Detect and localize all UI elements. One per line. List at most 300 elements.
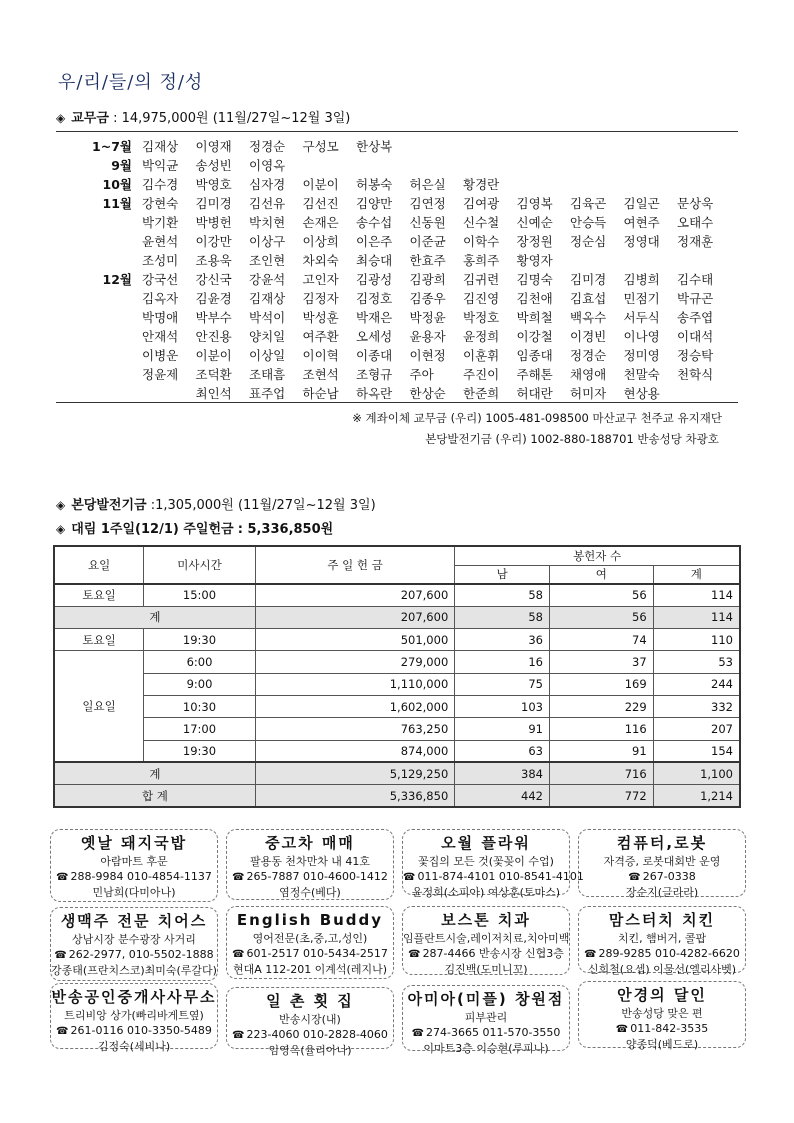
- table-row: [54, 718, 740, 740]
- cell-amount: 763,250: [255, 718, 454, 740]
- donor-name: 김정자: [302, 291, 339, 306]
- donor-name: 김육곤: [570, 196, 607, 211]
- donor-name: 김선유: [249, 196, 286, 211]
- donor-name: 양치일: [249, 329, 286, 344]
- donor-row: [90, 270, 740, 289]
- donor-name: 박익균: [142, 158, 179, 173]
- donor-name: 임종대: [516, 348, 553, 363]
- donor-name: 구성모: [302, 139, 339, 154]
- ad-title: 안경의 달인: [617, 986, 707, 1004]
- tithe-label: 교무금: [71, 111, 109, 126]
- ad-phone: [403, 1025, 569, 1041]
- donor-name: 조덕환: [195, 367, 232, 382]
- donor-name: 송주엽: [677, 310, 714, 325]
- cell-total: 332: [653, 695, 740, 717]
- ad-description: 영어전문(초,중,고,성인): [252, 932, 368, 945]
- ad-contact: 윤정희(소피아) 여상훈(토마스): [411, 886, 561, 899]
- ad-phone: [227, 1027, 393, 1043]
- cell-male: 58: [455, 584, 550, 606]
- donor-name: 강신국: [195, 272, 232, 287]
- ad-contact: 염정수(베다): [279, 886, 341, 899]
- divider: [56, 131, 738, 132]
- donor-name: 박명애: [142, 310, 179, 325]
- header-attendance: 봉헌자 수: [455, 546, 740, 565]
- cell-male: 103: [455, 695, 550, 717]
- donor-name: 김여광: [463, 196, 500, 211]
- donor-name: 이영옥: [249, 158, 286, 173]
- table-row: [54, 629, 740, 651]
- donor-row: [90, 251, 740, 270]
- cell-male: 63: [455, 740, 550, 762]
- phone-icon: ☎: [628, 872, 641, 883]
- ad-phone: [579, 869, 745, 885]
- donor-name: 김광희: [409, 272, 446, 287]
- ad-phone-number: 265-7887 010-4600-1412: [246, 870, 388, 883]
- donor-row: [90, 213, 740, 232]
- ad-phone-number: 267-0338: [642, 870, 696, 883]
- donor-name: 한상복: [356, 139, 393, 154]
- cell-amount: 279,000: [255, 651, 454, 673]
- cell-male: 91: [455, 718, 550, 740]
- donor-name: 오세성: [356, 329, 393, 344]
- donor-month: [90, 289, 142, 308]
- ad-description: 트리비앙 상가(빠리바게트옆): [64, 1009, 204, 1022]
- ad-title: 일 촌 횟 집: [266, 992, 354, 1010]
- ad-title: 컴퓨터,로봇: [616, 834, 708, 852]
- cell-total: 114: [653, 584, 740, 606]
- donor-name: 현상용: [623, 386, 660, 401]
- donor-name: 민점기: [623, 291, 660, 306]
- donor-name: 김일곤: [623, 196, 660, 211]
- ad-phone-number: 289-9285 010-4282-6620: [598, 947, 740, 960]
- donor-name: 조현석: [302, 367, 339, 382]
- cell-amount: 1,110,000: [255, 673, 454, 695]
- donor-name: 최인석: [195, 386, 232, 401]
- sunday-offering-heading: [56, 518, 333, 537]
- phone-icon: ☎: [403, 872, 416, 883]
- ad-description: 피부관리: [464, 1011, 508, 1024]
- donor-name: 송수섭: [356, 215, 393, 230]
- donor-name: 이강철: [516, 329, 553, 344]
- ad-title: 반송공인중개사사무소: [51, 988, 217, 1006]
- donor-name: 박영호: [195, 177, 232, 192]
- ad-card: [50, 829, 218, 902]
- ad-contact: 현대A 112-201 이계석(레지나): [232, 963, 388, 976]
- donor-row: [90, 327, 740, 346]
- ad-contact: 김정숙(세비나): [97, 1040, 171, 1053]
- donor-name: 윤정희: [463, 329, 500, 344]
- subtotal-row: [54, 606, 740, 628]
- cell-female: 716: [549, 762, 653, 784]
- donor-name: 박규곤: [677, 291, 714, 306]
- donor-name: 김재상: [249, 291, 286, 306]
- ad-phone: [51, 869, 217, 885]
- donor-name: 허미자: [570, 386, 607, 401]
- donor-name: 채영애: [570, 367, 607, 382]
- cell-female: 116: [549, 718, 653, 740]
- donor-month: [90, 308, 142, 327]
- donor-name: 박기환: [142, 215, 179, 230]
- bank-accounts: [352, 408, 722, 450]
- ad-card: [402, 906, 570, 975]
- ad-phone-number: 261-0116 010-3350-5489: [70, 1024, 212, 1037]
- donor-name: 이강만: [195, 234, 232, 249]
- donor-name: 손재은: [302, 215, 339, 230]
- donor-name: 김미경: [195, 196, 232, 211]
- donor-name: 이경빈: [570, 329, 607, 344]
- ad-phone-number: 601-2517 010-5434-2517: [246, 947, 388, 960]
- cell-time: 17:00: [144, 718, 256, 740]
- phone-icon: ☎: [584, 949, 597, 960]
- cell-time: 19:30: [144, 629, 256, 651]
- ad-phone: [403, 869, 584, 885]
- cell-female: 56: [549, 584, 653, 606]
- donor-name: 김옥자: [142, 291, 179, 306]
- donor-name: 정미영: [623, 348, 660, 363]
- page-title: 우/리/들/의 정/성: [58, 72, 204, 93]
- phone-icon: ☎: [232, 872, 245, 883]
- donor-name: 김종우: [409, 291, 446, 306]
- donor-name: 김정호: [356, 291, 393, 306]
- donor-name: 하순남: [302, 386, 339, 401]
- donor-name: 김선진: [302, 196, 339, 211]
- ad-card: [50, 907, 218, 981]
- donor-name: 천학식: [677, 367, 714, 382]
- ad-card: [402, 829, 584, 899]
- donor-name: 김수태: [677, 272, 714, 287]
- header-male: 남: [455, 565, 550, 584]
- sunday-offering-summary: : 5,336,850원: [237, 522, 334, 537]
- donor-name: 주진이: [463, 367, 500, 382]
- cell-male: 58: [455, 606, 550, 628]
- donor-name: 한효주: [409, 253, 446, 268]
- phone-icon: ☎: [54, 950, 67, 961]
- donor-name: 이종대: [356, 348, 393, 363]
- ad-title: 보스톤 치과: [441, 911, 531, 929]
- donor-name: 조태흠: [249, 367, 286, 382]
- donor-name: 조인현: [249, 253, 286, 268]
- development-fund-label: 본당발전기금: [71, 498, 147, 513]
- donor-name: 이현정: [409, 348, 446, 363]
- sunday-offering-label: 대림 1주일(12/1) 주일헌금: [71, 522, 234, 537]
- ad-card: [226, 829, 394, 900]
- donor-name: 송성빈: [195, 158, 232, 173]
- donor-name: 정재훈: [677, 234, 714, 249]
- donor-name: 안재석: [142, 329, 179, 344]
- ad-phone: [227, 869, 393, 885]
- donor-name: 주아: [409, 367, 434, 382]
- donor-name: 김재상: [142, 139, 179, 154]
- donor-name: 이나영: [623, 329, 660, 344]
- donor-name: 이병운: [142, 348, 179, 363]
- phone-icon: ☎: [411, 1028, 425, 1039]
- cell-time: 6:00: [144, 651, 256, 673]
- subtotal-row: [54, 762, 740, 784]
- cell-amount: 1,602,000: [255, 695, 454, 717]
- donor-name: 김윤경: [195, 291, 232, 306]
- header-day: 요일: [54, 546, 144, 584]
- cell-label: 계: [54, 762, 255, 784]
- donor-month: [90, 213, 142, 232]
- donor-name: 이학수: [463, 234, 500, 249]
- donor-name: 정순심: [570, 234, 607, 249]
- cell-label: 합 계: [54, 785, 255, 807]
- phone-icon: ☎: [232, 1030, 245, 1041]
- donor-month: [90, 365, 142, 384]
- ad-phone-number: 287-4466 반송시장 신협3층: [422, 947, 564, 960]
- ad-contact: 이마트3층 이승현(루피나): [423, 1042, 549, 1055]
- ad-description: 꽃집의 모든 것(꽃꽂이 수업): [418, 855, 554, 868]
- ad-contact: 김진백(도미니꼬): [444, 963, 528, 976]
- cell-total: 154: [653, 740, 740, 762]
- phone-icon: ☎: [408, 949, 421, 960]
- donor-row: [90, 308, 740, 327]
- ad-title: English Buddy: [236, 911, 384, 929]
- account-line-tithe: ※ 계좌이체 교무금 (우리) 1005-481-098500 마산교구 천주교 유지재단: [352, 411, 722, 425]
- cell-male: 75: [455, 673, 550, 695]
- ad-title: 아미아(미플) 창원점: [407, 990, 565, 1008]
- cell-female: 74: [549, 629, 653, 651]
- ad-contact: 장순지(글라라): [625, 886, 699, 899]
- donor-name: 이이혁: [302, 348, 339, 363]
- tithe-summary: : 14,975,000원 (11월/27일~12월 3일): [113, 111, 351, 126]
- cell-male: 16: [455, 651, 550, 673]
- ad-card: [226, 906, 394, 979]
- ad-card: [578, 829, 746, 897]
- cell-time: 15:00: [144, 584, 256, 606]
- ad-card: [578, 981, 746, 1051]
- donor-row: [90, 289, 740, 308]
- donor-row: [90, 137, 740, 156]
- donor-name: 박석이: [249, 310, 286, 325]
- ad-description: 팔용동 천차만차 내 41호: [249, 855, 371, 868]
- cell-label: 계: [54, 606, 255, 628]
- ad-title: 맘스터치 치킨: [608, 911, 716, 929]
- donor-month: [90, 327, 142, 346]
- phone-icon: ☎: [56, 872, 69, 883]
- ad-phone: [51, 1023, 217, 1039]
- cell-time: 10:30: [144, 695, 256, 717]
- donor-name: 강윤석: [249, 272, 286, 287]
- ad-description: 반송시장(내): [279, 1013, 341, 1026]
- donor-name: 홍희주: [463, 253, 500, 268]
- donor-name: 차외숙: [302, 253, 339, 268]
- ad-description: 반송성당 맞은 편: [621, 1007, 703, 1020]
- cell-female: 37: [549, 651, 653, 673]
- donor-month: 11월: [102, 196, 132, 211]
- cell-day: 토요일: [54, 584, 144, 606]
- donor-name: 강국선: [142, 272, 179, 287]
- donor-name: 허봉숙: [356, 177, 393, 192]
- ad-card: [402, 985, 570, 1055]
- donor-name: 김미경: [570, 272, 607, 287]
- donor-name: 이분이: [302, 177, 339, 192]
- donor-month: [90, 346, 142, 365]
- offering-table: [53, 545, 741, 808]
- cell-total: 244: [653, 673, 740, 695]
- donor-name: 김양만: [356, 196, 393, 211]
- cell-male: 442: [455, 785, 550, 807]
- donor-name: 김영복: [516, 196, 553, 211]
- donor-month: 9월: [111, 158, 132, 173]
- ad-contact: 임영옥(율리아나): [268, 1044, 352, 1057]
- donor-month: [90, 232, 142, 251]
- donor-name: 윤현석: [142, 234, 179, 249]
- donor-name: 안진용: [195, 329, 232, 344]
- donor-name: 이은주: [356, 234, 393, 249]
- grand-total-row: [54, 785, 740, 807]
- donor-name: 정경순: [249, 139, 286, 154]
- header-offering: 주 일 헌 금: [255, 546, 454, 584]
- donor-name: [142, 384, 196, 403]
- donor-name: 여현주: [623, 215, 660, 230]
- ad-contact: 신희철(요셉) 이물선(엘리사벳): [587, 963, 737, 976]
- cell-total: 207: [653, 718, 740, 740]
- cell-female: 229: [549, 695, 653, 717]
- table-row: [54, 584, 740, 606]
- ad-description: 임플란트시술,레이저치료,치아미백: [403, 932, 570, 945]
- development-fund-heading: [56, 494, 376, 513]
- donor-name: 박병헌: [195, 215, 232, 230]
- donor-name: 허대란: [516, 386, 553, 401]
- donor-name: 조형규: [356, 367, 393, 382]
- donor-name: 하옥란: [356, 386, 393, 401]
- divider: [56, 402, 738, 403]
- cell-amount: 501,000: [255, 629, 454, 651]
- donor-name: 장정원: [516, 234, 553, 249]
- donor-name: 김귀련: [463, 272, 500, 287]
- donor-name: 신동원: [409, 215, 446, 230]
- ad-phone-number: 011-842-3535: [630, 1022, 709, 1035]
- donor-name: 황경란: [463, 177, 500, 192]
- cell-day: 일요일: [54, 651, 144, 762]
- donor-name: 이상구: [249, 234, 286, 249]
- cell-amount: 874,000: [255, 740, 454, 762]
- ad-card: [226, 987, 394, 1057]
- header-female: 여: [549, 565, 653, 584]
- ad-description: 상남시장 분수광장 사거리: [72, 933, 196, 946]
- ad-contact: 강종태(프란치스코)최미숙(루갈다): [51, 964, 217, 977]
- ad-description: 자격증, 로봇대회반 운영: [603, 855, 721, 868]
- donor-name: 주해톤: [516, 367, 553, 382]
- header-mass-time: 미사시간: [144, 546, 256, 584]
- donor-name: 김연정: [409, 196, 446, 211]
- donor-name: 정승탁: [677, 348, 714, 363]
- donor-name: 박성훈: [302, 310, 339, 325]
- ad-title: 오월 플라워: [441, 834, 531, 852]
- donor-name: 이훈휘: [463, 348, 500, 363]
- ad-description: 아람마트 후문: [100, 855, 168, 868]
- cell-female: 772: [549, 785, 653, 807]
- donor-name: 김효섭: [570, 291, 607, 306]
- ad-card: [578, 906, 746, 976]
- cell-day: 토요일: [54, 629, 144, 651]
- donor-name: 김광성: [356, 272, 393, 287]
- ad-card: [50, 983, 218, 1053]
- donor-name: 윤용자: [409, 329, 446, 344]
- donor-name: 황영자: [516, 253, 553, 268]
- ad-title: 중고차 매매: [265, 834, 355, 852]
- cell-time: 19:30: [144, 740, 256, 762]
- donor-name: 표주업: [249, 386, 286, 401]
- cell-total: 1,214: [653, 785, 740, 807]
- donor-name: 정영대: [623, 234, 660, 249]
- diamond-bullet-icon: ◈: [56, 522, 66, 536]
- ad-phone: [579, 1021, 745, 1037]
- donor-row: [90, 232, 740, 251]
- diamond-bullet-icon: ◈: [56, 498, 66, 512]
- development-fund-summary: :1,305,000원 (11월/27일~12월 3일): [150, 498, 376, 513]
- donor-row: [90, 194, 740, 213]
- ad-phone: [227, 946, 393, 962]
- donor-name: 김천애: [516, 291, 553, 306]
- donor-row: [90, 365, 740, 384]
- cell-total: 1,100: [653, 762, 740, 784]
- donor-name: 오태수: [677, 215, 714, 230]
- donor-row: [90, 384, 740, 403]
- cell-amount: 5,129,250: [255, 762, 454, 784]
- donor-name: 한준희: [463, 386, 500, 401]
- donor-name: 조성미: [142, 253, 179, 268]
- cell-total: 114: [653, 606, 740, 628]
- donor-name: 이준균: [409, 234, 446, 249]
- cell-total: 110: [653, 629, 740, 651]
- donor-name: 고인자: [302, 272, 339, 287]
- donor-name: 박치현: [249, 215, 286, 230]
- donor-name: 허은실: [409, 177, 446, 192]
- ad-phone: [51, 947, 217, 963]
- ad-contact: 민남희(다미아나): [92, 886, 176, 899]
- cell-amount: 207,600: [255, 584, 454, 606]
- donor-month: [90, 251, 142, 270]
- donor-list: [90, 137, 740, 403]
- donor-name: 박정호: [463, 310, 500, 325]
- ad-phone: [579, 946, 745, 962]
- account-line-fund: 본당발전기금 (우리) 1002-880-188701 반송성당 차광호: [425, 432, 719, 446]
- ad-phone-number: 011-874-4101 010-8541-4101: [417, 870, 584, 883]
- phone-icon: ☎: [232, 949, 245, 960]
- donor-name: 문상욱: [677, 196, 714, 211]
- cell-amount: 207,600: [255, 606, 454, 628]
- ad-phone-number: 274-3665 011-570-3550: [426, 1026, 561, 1039]
- donor-name: 이분이: [195, 348, 232, 363]
- donor-name: 이대석: [677, 329, 714, 344]
- donor-name: 신수철: [463, 215, 500, 230]
- tithe-heading: [56, 107, 350, 126]
- donor-name: 김진영: [463, 291, 500, 306]
- cell-total: 53: [653, 651, 740, 673]
- donor-name: 신예순: [516, 215, 553, 230]
- donor-row: [90, 156, 740, 175]
- donor-month: 12월: [102, 272, 132, 287]
- phone-icon: ☎: [56, 1026, 69, 1037]
- phone-icon: ☎: [615, 1024, 629, 1035]
- donor-name: 정경순: [570, 348, 607, 363]
- cell-female: 56: [549, 606, 653, 628]
- cell-male: 36: [455, 629, 550, 651]
- diamond-bullet-icon: ◈: [56, 111, 66, 125]
- donor-name: 백옥수: [570, 310, 607, 325]
- header-total: 계: [653, 565, 740, 584]
- donor-name: 이상일: [249, 348, 286, 363]
- donor-name: 서두식: [623, 310, 660, 325]
- donor-row: [90, 346, 740, 365]
- table-row: [54, 651, 740, 673]
- donor-name: 김명숙: [516, 272, 553, 287]
- donor-name: 정윤제: [142, 367, 179, 382]
- donor-name: 여주환: [302, 329, 339, 344]
- donor-name: 이영재: [195, 139, 232, 154]
